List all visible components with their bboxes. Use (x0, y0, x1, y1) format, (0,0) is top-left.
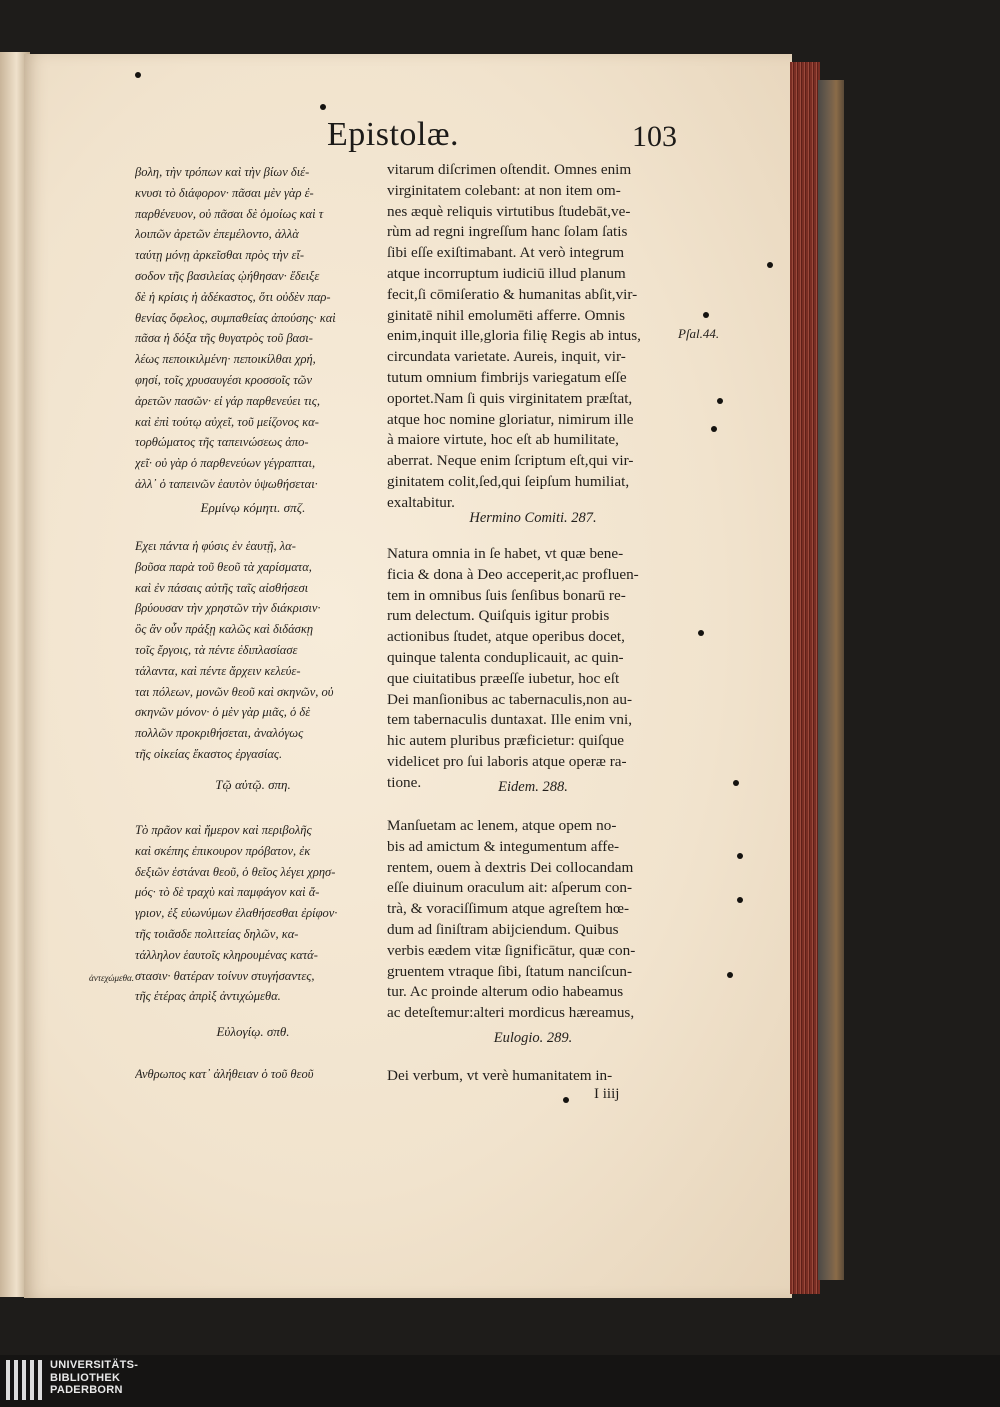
text-line: καὶ ἐπὶ τούτῳ αὐχεῖ, τοῦ μείζονος κα- (135, 414, 319, 429)
text-line: δὲ ἡ κρίσις ἡ ἀδέκαστος, ὅτι οὐδὲν παρ- (135, 289, 331, 304)
text-line: ὃς ἂν οὖν πράξῃ καλῶς καὶ διδάσκῃ (135, 622, 314, 637)
text-line: gruentem vtraque ſibi, ſtatum nanciſcun- (387, 962, 633, 980)
latin-last-line (387, 1066, 679, 1087)
text-line: tione. (387, 773, 422, 791)
text-line: παρθένευον, οὐ πᾶσαι δὲ ὁμοίως καὶ τ (135, 206, 324, 221)
greek-text-block-3 (135, 820, 371, 1007)
ink-speck (703, 312, 709, 318)
text-line: que ciuitatibus præeſſe iubetur, hoc eſt (387, 669, 620, 687)
greek-margin-note: ἀντεχώμεθα. (89, 973, 134, 983)
text-line: vitarum diſcrimen oſtendit. Omnes enim (387, 161, 632, 178)
ink-speck (711, 426, 717, 432)
text-line: ſibi eſſe exiſtimabant. At verò integrum (387, 244, 625, 262)
text-line: τῆς ἑτέρας ἀπρὶξ ἀντιχώμεθα. (135, 989, 281, 1004)
greek-last-line (135, 1064, 371, 1085)
text-line: Εχει πάντα ἡ φύσις ἐν ἑαυτῇ, λα- (135, 539, 296, 553)
text-line: ται πόλεων, μονῶν θεοῦ καὶ σκηνῶν, οὐ (135, 684, 334, 699)
text-line: rentem, ouem à dextris Dei collocandam (387, 858, 634, 876)
text-line: ginitatē nihil emolumēti afferre. Omnis (387, 306, 626, 324)
text-line: Dei verbum, vt verè humanitatem in- (387, 1067, 613, 1084)
logo-line: UNIVERSITÄTS- (50, 1359, 139, 1371)
text-line: φησί, τοῖς χρυσαυγέσι κροσσοῖς τῶν (135, 372, 313, 387)
text-line: πᾶσα ἡ δόξα τῆς θυγατρὸς τοῦ βασι- (135, 331, 313, 346)
ink-speck (727, 972, 733, 978)
text-line: actionibus ſtudet, atque operibus docet, (387, 628, 625, 646)
text-line: oportet.Nam ſi quis virginitatem præſtat, (387, 389, 633, 407)
greek-text-block-2 (135, 536, 371, 765)
text-line: tem tabernaculis duntaxat. Ille enim vni, (387, 711, 633, 729)
page-number: 103 (632, 120, 677, 153)
latin-text-block-2 (387, 544, 679, 794)
ink-speck (733, 780, 739, 786)
text-line: dum ad ſiniſtram abijciendum. Quibus (387, 920, 619, 938)
text-line: enim,inquit ille,gloria filię Regis ab intus, (387, 327, 641, 345)
text-line: ταύτῃ μόνῃ ἀρκεῖσθαι πρὸς τὴν εἴ- (135, 248, 305, 263)
greek-letter-heading-288: Τῷ αὐτῷ. σπη. (215, 777, 291, 792)
text-line: θενίας ὄφελος, συμπαθείας ἀπούσης· καὶ (135, 310, 336, 325)
running-title: Epistolæ. (327, 116, 460, 153)
text-line: bis ad amictum & integumentum affe- (387, 837, 620, 855)
text-line: Ανθρωπος κατ᾽ ἀλήθειαν ὁ τοῦ θεοῦ (135, 1067, 314, 1081)
ink-speck (135, 72, 141, 78)
latin-letter-heading-289: Eulogio. 289. (493, 1030, 573, 1046)
text-line: ginitatem colit,ſed,qui ſeipſum humiliat, (387, 472, 630, 490)
text-line: στασιν· θατέραν τοίνυν στυγήσαντες, (135, 968, 315, 983)
text-line: καὶ ἐν πάσαις αὐτῆς ταῖς αἰσθήσεσι (135, 580, 309, 595)
logo-line: PADERBORN (50, 1384, 123, 1396)
latin-text-block-3 (387, 816, 679, 1024)
library-logo-icon (6, 1360, 42, 1400)
greek-text-block-1 (135, 162, 371, 495)
text-line: à maiore virtute, hoc eſt ab humilitate, (387, 431, 619, 449)
text-line: trà, & voraciſſimum atque agreſtem hœ- (387, 900, 630, 918)
footer-bar (0, 1355, 1000, 1407)
text-line: λοιπῶν ἀρετῶν ἐπεμέλοντο, ἀλλὰ (135, 227, 299, 242)
text-line: πολλῶν προκριθήσεται, ἀναλόγως (135, 726, 304, 741)
text-line: Τὸ πρᾶον καὶ ἥμερον καὶ περιβολῆς (135, 823, 312, 837)
text-line: tem in omnibus ſuis ſenſibus bonarū re- (387, 586, 626, 604)
text-line: σοδον τῆς βασιλείας ᾠήθησαν· ἔδειξε (135, 268, 320, 283)
text-line: ἀλλ᾽ ὁ ταπεινῶν ἑαυτὸν ὑψωθήσεται· (135, 476, 318, 491)
text-line: μός· τὸ δὲ τραχὺ καὶ παμφάγον καὶ ἄ- (135, 885, 320, 900)
text-line: δεξιῶν ἑστάναι θεοῦ, ὁ θεῖος λέγει χρησ- (135, 864, 336, 879)
text-line: λέως πεποικιλμένη· πεποικίλθαι χρή, (135, 352, 316, 367)
text-line: βρύουσαν τὴν χρηστῶν τὴν διάκρισιν· (135, 601, 321, 616)
text-line: Dei manſionibus ac tabernaculis,non au- (387, 690, 633, 708)
text-line: τῆς τοιᾶσδε πολιτείας δηλῶν, κα- (135, 926, 299, 941)
text-line: hic autem pluribus præficietur: quiſque (387, 732, 625, 750)
text-line: aberrat. Neque enim ſcriptum eſt,qui vir- (387, 452, 634, 470)
text-line: videlicet pro ſui laboris atque operæ ra- (387, 752, 627, 770)
text-line: tur. Ac proinde alterum odio habeamus (387, 983, 624, 1001)
text-line: γριον, ἐξ εὐωνύμων ἐλαθήσεσθαι ἐρίφον· (135, 906, 338, 921)
text-line: exaltabitur. (387, 493, 455, 511)
text-line: βοῦσα παρὰ τοῦ θεοῦ τὰ χαρίσματα, (135, 559, 312, 574)
text-line: Natura omnia in ſe habet, vt quæ bene- (387, 545, 624, 562)
ink-speck (320, 104, 326, 110)
text-line: τοῖς ἔργοις, τὰ πέντε ἐδιπλασίασε (135, 642, 298, 657)
text-line: τάλαντα, καὶ πέντε ἄρχειν κελεύε- (135, 663, 301, 678)
text-line: χεῖ· οὐ γὰρ ὁ παρθενεύων γέγραπται, (135, 456, 316, 471)
text-line: virginitatem colebant: at non item om- (387, 181, 621, 199)
page-fore-edge (790, 62, 820, 1294)
latin-text-block-1 (387, 160, 679, 514)
signature-mark: I iiij (594, 1086, 620, 1102)
greek-letter-heading-289: Εὐλογίῳ. σπθ. (216, 1024, 290, 1039)
text-line: καὶ σκέπης ἐπικουρον πρόβατον, ἐκ (135, 843, 311, 858)
text-line: tutum omnium fimbrijs variegatum eſſe (387, 368, 627, 386)
book-cover-board (818, 80, 844, 1280)
library-logo-text (50, 1359, 138, 1397)
text-line: ἀρετῶν πασῶν· εἰ γάρ παρθενεύει τις, (135, 393, 320, 408)
text-line: atque hoc nomine gloriatur, nimirum ille (387, 410, 634, 428)
text-line: κνυσι τὸ διάφορον· πᾶσαι μὲν γὰρ ἐ- (135, 185, 314, 200)
greek-letter-heading-287: Ερμίνῳ κόμητι. σπζ. (200, 500, 306, 515)
text-line: rum delectum. Quiſquis igitur probis (387, 607, 610, 625)
text-line: τάλληλον ἑαυτοῖς κληρουμένας κατά- (135, 947, 318, 962)
text-line: σκηνῶν μόνον· ὁ μὲν γὰρ μιᾶς, ὁ δὲ (135, 705, 311, 720)
text-line: ficia & dona à Deo acceperit,ac profluen- (387, 565, 639, 583)
latin-letter-heading-288: Eidem. 288. (498, 779, 568, 795)
ink-speck (767, 262, 773, 268)
text-line: verbis eædem vitæ ſignificātur, quæ con- (387, 941, 636, 959)
text-line: circundata varietate. Aureis, inquit, vir- (387, 348, 626, 366)
text-line: eſſe diuinum oraculum ait: aſperum con- (387, 879, 633, 897)
text-line: βολη, τὴν τρόπων καὶ τὴν βίων διέ- (135, 165, 310, 179)
ink-speck (563, 1097, 569, 1103)
text-line: rùm ad regni ingreſſum hanc ſolam ſatis (387, 223, 628, 241)
ink-speck (717, 398, 723, 404)
text-line: τῆς οἰκείας ἕκαστος ἐργασίας. (135, 746, 283, 761)
text-line: quinque talenta conduplicauit, ac quin- (387, 648, 624, 666)
text-line: fecit,ſi cōmiſeratio & humanitas abſit,vir- (387, 285, 638, 303)
text-line: atque incorruptum iudiciū illud planum (387, 264, 626, 282)
text-line: Manſuetam ac lenem, atque opem no- (387, 817, 617, 834)
logo-line: BIBLIOTHEK (50, 1371, 121, 1384)
ink-speck (698, 630, 704, 636)
ink-speck (737, 853, 743, 859)
ink-speck (737, 897, 743, 903)
text-line: τορθώματος τῆς ταπεινώσεως ἀπο- (135, 435, 309, 450)
text-line: ac deteſtemur:alteri mordicus hæreamus, (387, 1004, 635, 1022)
margin-psalm-reference: Pſal.44. (678, 326, 720, 341)
latin-letter-heading-287: Hermino Comiti. 287. (469, 510, 597, 526)
text-line: nes æquè reliquis virtutibus ſtudebāt,ve- (387, 202, 631, 220)
